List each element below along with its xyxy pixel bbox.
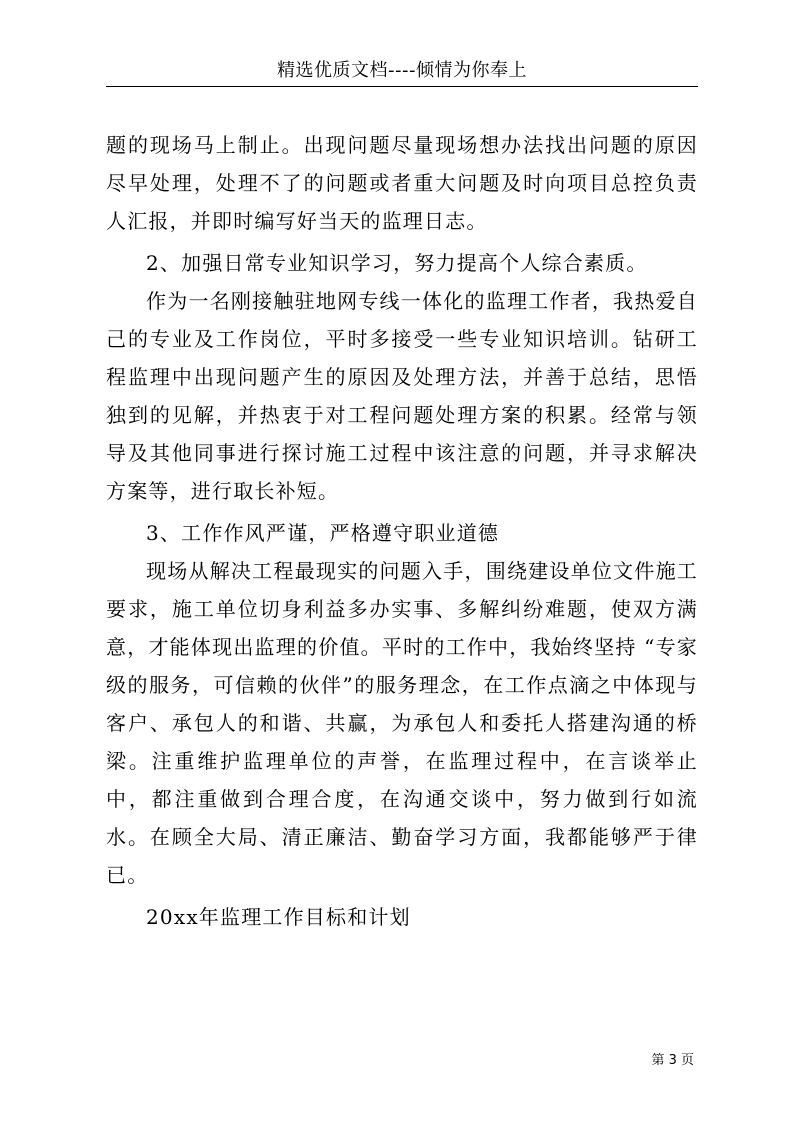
section-heading-2: 2、加强日常专业知识学习，努力提高个人综合素质。: [146, 251, 648, 275]
page-header: [106, 58, 698, 87]
section-heading-3: 3、工作作风严谨，严格遵守职业道德: [146, 521, 500, 545]
paragraph-work-style: 现场从解决工程最现实的问题入手，围绕建设单位文件施工要求，施工单位切身利益多办实事、多解纠纷难题，使双方满意，才能体现出监理的价值。平时的工作中，我始终坚持 “专家级的服务，可信赖的伙伴”的服务理念，在工作点滴之中体现与客户、承包人的和谐、共赢，为承包人和委托人搭建沟通的桥梁。注重维护监理单位的声誉，在监理过程中，在言谈举止中，都注重做到合理合度，在沟通交谈中，努力做到行如流水。在顾全大局、清正廉洁、勤奋学习方面，我都能够严于律已。: [106, 559, 698, 887]
paragraph-continuation: 题的现场马上制止。出现问题尽量现场想办法找出问题的原因尽早处理，处理不了的问题或者重大问题及时向项目总控负责人汇报，并即时编写好当天的监理日志。: [106, 133, 698, 233]
section-heading-goals: 20xx年监理工作目标和计划: [146, 905, 411, 929]
document-body: [106, 126, 698, 936]
paragraph-study: 作为一名刚接触驻地网专线一体化的监理工作者，我热爱自己的专业及工作岗位，平时多接受一些专业知识培训。钻研工程监理中出现问题产生的原因及处理方法，并善于总结，思悟独到的见解，并热衷于对工程问题处理方案的积累。经常与领导及其他同事进行探讨施工过程中该注意的问题，并寻求解决方案等，进行取长补短。: [106, 289, 698, 503]
header-title: 精选优质文档----倾情为你奉上: [277, 60, 527, 81]
page-number: 第 3 页: [651, 1053, 694, 1068]
page-footer: [651, 1052, 694, 1070]
